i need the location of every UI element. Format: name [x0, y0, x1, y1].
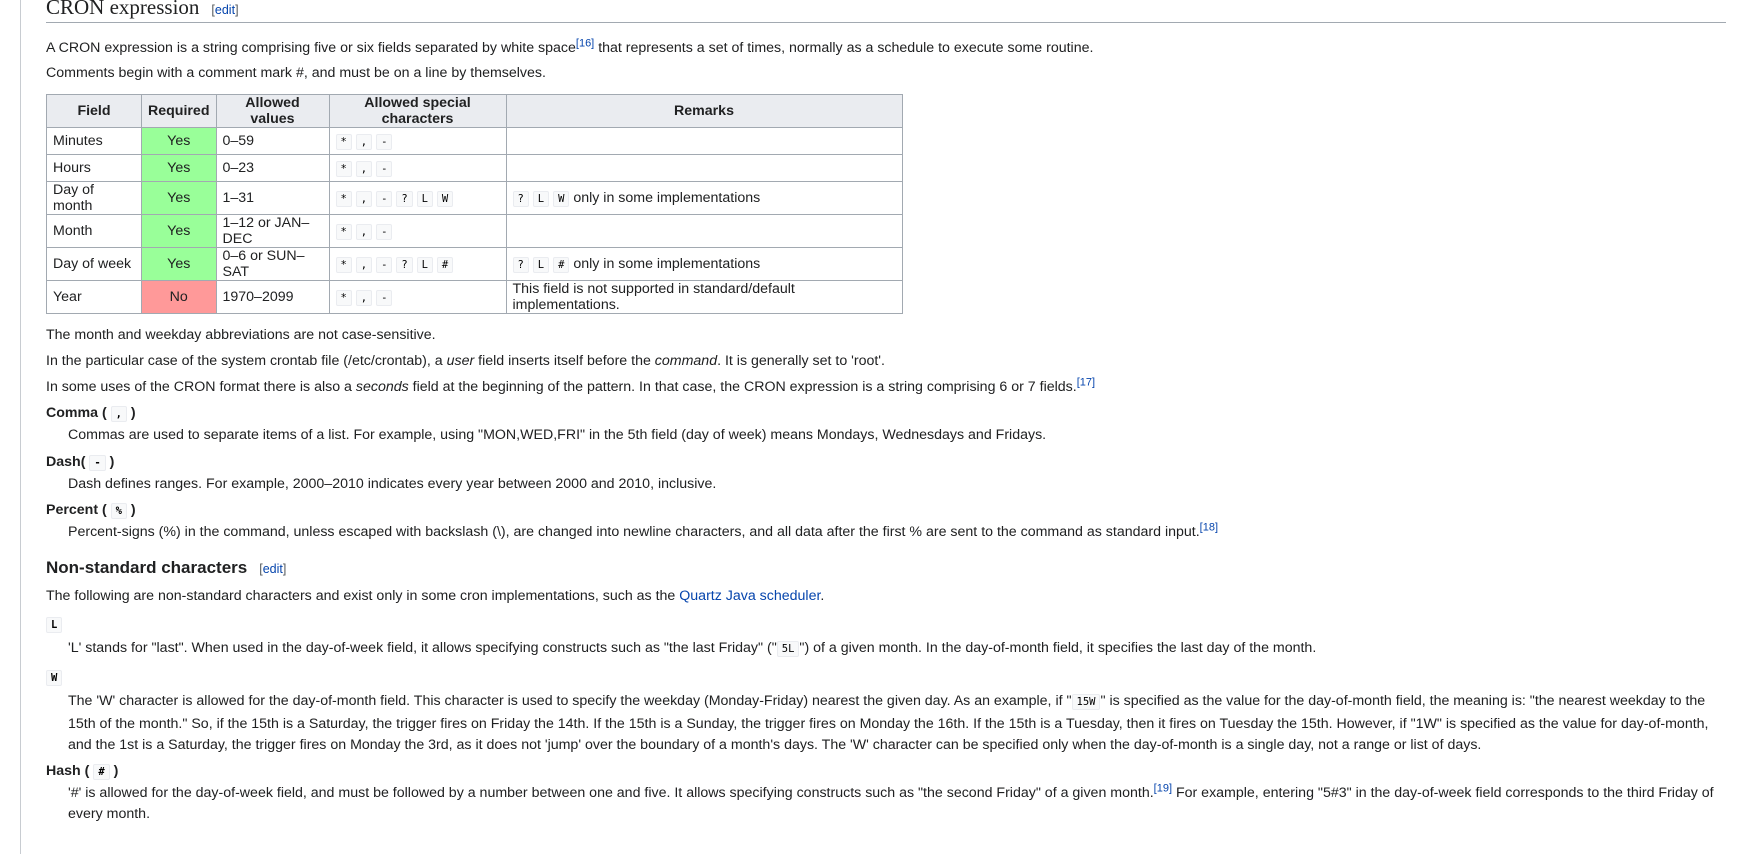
- section-title: CRON expression: [46, 0, 200, 19]
- cell-required: Yes: [142, 182, 217, 215]
- ref-16[interactable]: [16]: [575, 37, 595, 50]
- special-char-definitions: [46, 402, 1726, 544]
- cell-field: Year: [47, 281, 142, 314]
- seconds-text-a: In some uses of the CRON format there is also a: [46, 379, 356, 395]
- hash-term: [46, 760, 1726, 783]
- comma-term: [46, 402, 1726, 425]
- cell-special-chars: [329, 128, 506, 155]
- l-code: L: [46, 617, 62, 633]
- special-char-code: -: [376, 134, 392, 150]
- crontab-text-a: In the particular case of the system crontab file (/etc/crontab), a: [46, 353, 447, 369]
- l-text-a: 'L' stands for "last". When used in the day-of-week field, it allows specifying constructs such as "the last Friday" (": [68, 639, 777, 656]
- special-char-code: *: [336, 224, 352, 240]
- special-char-code: *: [336, 290, 352, 306]
- w-example-code: 15W: [1072, 694, 1101, 710]
- cell-special-chars: [329, 155, 506, 182]
- case-paragraph: The month and weekday abbreviations are not case-sensitive.: [46, 327, 436, 343]
- cell-allowed-values: 1970–2099: [216, 281, 329, 314]
- crontab-text-c: field inserts itself before the: [474, 353, 655, 369]
- cell-special-chars: [329, 215, 506, 248]
- table-row: [47, 215, 903, 248]
- special-char-code: ,: [356, 290, 372, 306]
- nonstd-intro: [46, 585, 1726, 607]
- cell-field: Month: [47, 215, 142, 248]
- ref-18[interactable]: [18]: [1199, 521, 1219, 534]
- cell-allowed-values: 0–59: [216, 128, 329, 155]
- table-row: [47, 248, 903, 281]
- cell-allowed-values: 1–12 or JAN–DEC: [216, 215, 329, 248]
- cell-field: Day of week: [47, 248, 142, 281]
- remark-char-code: #: [553, 257, 569, 273]
- special-char-code: -: [376, 290, 392, 306]
- special-char-code: L: [417, 191, 433, 207]
- edit-link-nonstd[interactable]: edit: [262, 561, 283, 576]
- hash-description: [68, 783, 1726, 826]
- special-char-code: *: [336, 257, 352, 273]
- l-description: [68, 638, 1726, 661]
- percent-term: [46, 499, 1726, 522]
- table-row: [47, 281, 903, 314]
- remark-char-code: L: [533, 191, 549, 207]
- hash-text-b: For example, entering "5#3" in the day-of-week field corresponds to the third Friday of every month.: [68, 784, 1714, 822]
- percent-close: ): [126, 502, 136, 518]
- intro-text-a: A CRON expression is a string comprising five or six fields separated by white space: [46, 40, 576, 56]
- cell-remarks: [506, 281, 902, 314]
- special-char-code: #: [437, 257, 453, 273]
- ref-19[interactable]: [19]: [1153, 781, 1173, 794]
- intro-text-b: that represents a set of times, normally as a schedule to execute some routine.: [594, 40, 1094, 56]
- cell-field: Hours: [47, 155, 142, 182]
- l-term: [46, 613, 1726, 636]
- edit-section: [edit]: [211, 3, 239, 17]
- special-char-code: ?: [396, 191, 412, 207]
- remark-char-code: ?: [513, 257, 529, 273]
- remark-text: only in some implementations: [573, 190, 761, 206]
- special-char-code: -: [376, 161, 392, 177]
- cell-special-chars: [329, 248, 506, 281]
- header-required: Required: [142, 95, 217, 128]
- special-char-code: ,: [356, 161, 372, 177]
- comma-label: Comma (: [46, 405, 111, 421]
- special-char-code: -: [376, 224, 392, 240]
- cell-allowed-values: 0–6 or SUN–SAT: [216, 248, 329, 281]
- cell-required: Yes: [142, 155, 217, 182]
- percent-description: [68, 522, 1726, 544]
- page-left-border: [20, 0, 21, 854]
- cell-required: Yes: [142, 215, 217, 248]
- table-row: [47, 182, 903, 215]
- seconds-term: seconds: [355, 379, 409, 395]
- special-char-code: *: [336, 191, 352, 207]
- cell-remarks: [506, 248, 902, 281]
- cell-remarks: [506, 155, 902, 182]
- table-row: [47, 128, 903, 155]
- remark-char-code: W: [553, 191, 569, 207]
- header-field: Field: [47, 95, 142, 128]
- percent-text: Percent-signs (%) in the command, unless escaped with backslash (\), are changed into newline characters, and all data after the first % are sent to the command as standard input.: [68, 524, 1200, 540]
- edit-section-nonstd: [edit]: [259, 561, 287, 576]
- percent-code: %: [111, 503, 127, 519]
- non-standard-heading: [46, 556, 1726, 581]
- cell-required: Yes: [142, 248, 217, 281]
- hash-label: Hash (: [46, 762, 94, 779]
- special-char-code: *: [336, 161, 352, 177]
- cell-remarks: [506, 128, 902, 155]
- comma-close: ): [126, 405, 136, 421]
- crontab-paragraph: [46, 350, 1726, 372]
- article-content: [46, 0, 1726, 826]
- seconds-paragraph: [46, 376, 1726, 398]
- w-text-a: The 'W' character is allowed for the day-of-month field. This character is used to specify the weekday (Monday-Friday) nearest the given day. As an example, if ": [68, 693, 1072, 709]
- percent-label: Percent (: [46, 502, 111, 518]
- cell-remarks: [506, 215, 902, 248]
- table-row: [47, 155, 903, 182]
- cell-required: Yes: [142, 128, 217, 155]
- cron-fields-table: [46, 94, 903, 314]
- dash-close: ): [105, 453, 115, 470]
- non-standard-title: Non-standard characters: [46, 557, 248, 577]
- special-char-code: -: [376, 257, 392, 273]
- dash-term: [46, 451, 1726, 474]
- special-char-code: ,: [356, 224, 372, 240]
- header-remarks: Remarks: [506, 95, 902, 128]
- cell-remarks: [506, 182, 902, 215]
- special-char-code: *: [336, 134, 352, 150]
- dash-description: Dash defines ranges. For example, 2000–2010 indicates every year between 2000 and 2010, inclusive.: [68, 475, 717, 492]
- w-code: W: [46, 670, 62, 686]
- cell-required: No: [142, 281, 217, 314]
- remark-char-code: ?: [513, 191, 529, 207]
- remark-text: This field is not supported in standard/default implementations.: [512, 281, 795, 313]
- special-char-code: ,: [356, 134, 372, 150]
- ref-17[interactable]: [17]: [1076, 376, 1096, 389]
- comma-code: ,: [111, 406, 127, 422]
- remark-char-code: L: [533, 257, 549, 273]
- l-text-b: ") of a given month. In the day-of-month field, it specifies the last day of the month.: [799, 639, 1317, 656]
- user-term: user: [446, 353, 475, 369]
- seconds-text-c: field at the beginning of the pattern. In that case, the CRON expression is a string comprising 6 or 7 fields.: [408, 379, 1077, 395]
- special-char-code: ?: [396, 257, 412, 273]
- w-description: [68, 691, 1726, 757]
- nonstd-definitions: [46, 613, 1726, 826]
- special-char-code: L: [417, 257, 433, 273]
- hash-code: #: [93, 764, 109, 780]
- nonstd-intro-end: .: [820, 587, 825, 604]
- header-special-chars: Allowed special characters: [329, 95, 506, 128]
- header-allowed-values: Allowed values: [216, 95, 329, 128]
- remark-text: only in some implementations: [573, 256, 761, 272]
- quartz-link[interactable]: Quartz Java scheduler: [679, 587, 821, 604]
- special-char-code: ,: [356, 191, 372, 207]
- crontab-text-e: . It is generally set to 'root'.: [717, 353, 885, 369]
- cell-special-chars: [329, 281, 506, 314]
- edit-link[interactable]: edit: [214, 3, 236, 17]
- hash-text-a: '#' is allowed for the day-of-week field, and must be followed by a number between one and five. It allows specifying constructs such as "the second Friday" of a given month.: [68, 784, 1154, 801]
- table-header-row: [47, 95, 903, 128]
- special-char-code: W: [437, 191, 453, 207]
- l-example-code: 5L: [777, 641, 800, 657]
- special-char-code: -: [376, 191, 392, 207]
- command-term: command: [654, 353, 718, 369]
- cell-field: Day of month: [47, 182, 142, 215]
- dash-code: -: [89, 455, 105, 471]
- w-text-b: " is specified as the value for the day-of-month field, the meaning is: "the nearest weekday to the 15th of the month." So, if the 15th is a Saturday, the trigger fires on Friday the 14th. If the 15th is a Sunday, the trigger fires on Monday the 16th. If the 15th is a Tuesday, then it fires on Tuesday the 15th. However, if "1W" is specified as the value for day-of-month, and the 1st is a Saturday, the trigger fires on Monday the 3rd, as it does not 'jump' over the boundary of a month's days. The 'W' character can be specified only when the day-of-month is a single day, not a range or list of days.: [68, 693, 1709, 753]
- hash-close: ): [109, 762, 119, 779]
- special-char-code: ,: [356, 257, 372, 273]
- cell-special-chars: [329, 182, 506, 215]
- intro-paragraph: [46, 37, 1726, 59]
- cell-allowed-values: 1–31: [216, 182, 329, 215]
- comma-description: Commas are used to separate items of a list. For example, using "MON,WED,FRI" in the 5th field (day of week) means Mondays, Wednesdays and Fridays.: [68, 427, 1047, 443]
- cell-field: Minutes: [47, 128, 142, 155]
- cell-allowed-values: 0–23: [216, 155, 329, 182]
- w-term: [46, 666, 1726, 689]
- dash-label: Dash(: [46, 453, 90, 470]
- cron-expression-heading: [46, 0, 1726, 23]
- nonstd-intro-text: The following are non-standard characters and exist only in some cron implementations, such as the: [46, 587, 680, 604]
- comments-paragraph: Comments begin with a comment mark #, and must be on a line by themselves.: [46, 65, 546, 81]
- table-body: [47, 128, 903, 314]
